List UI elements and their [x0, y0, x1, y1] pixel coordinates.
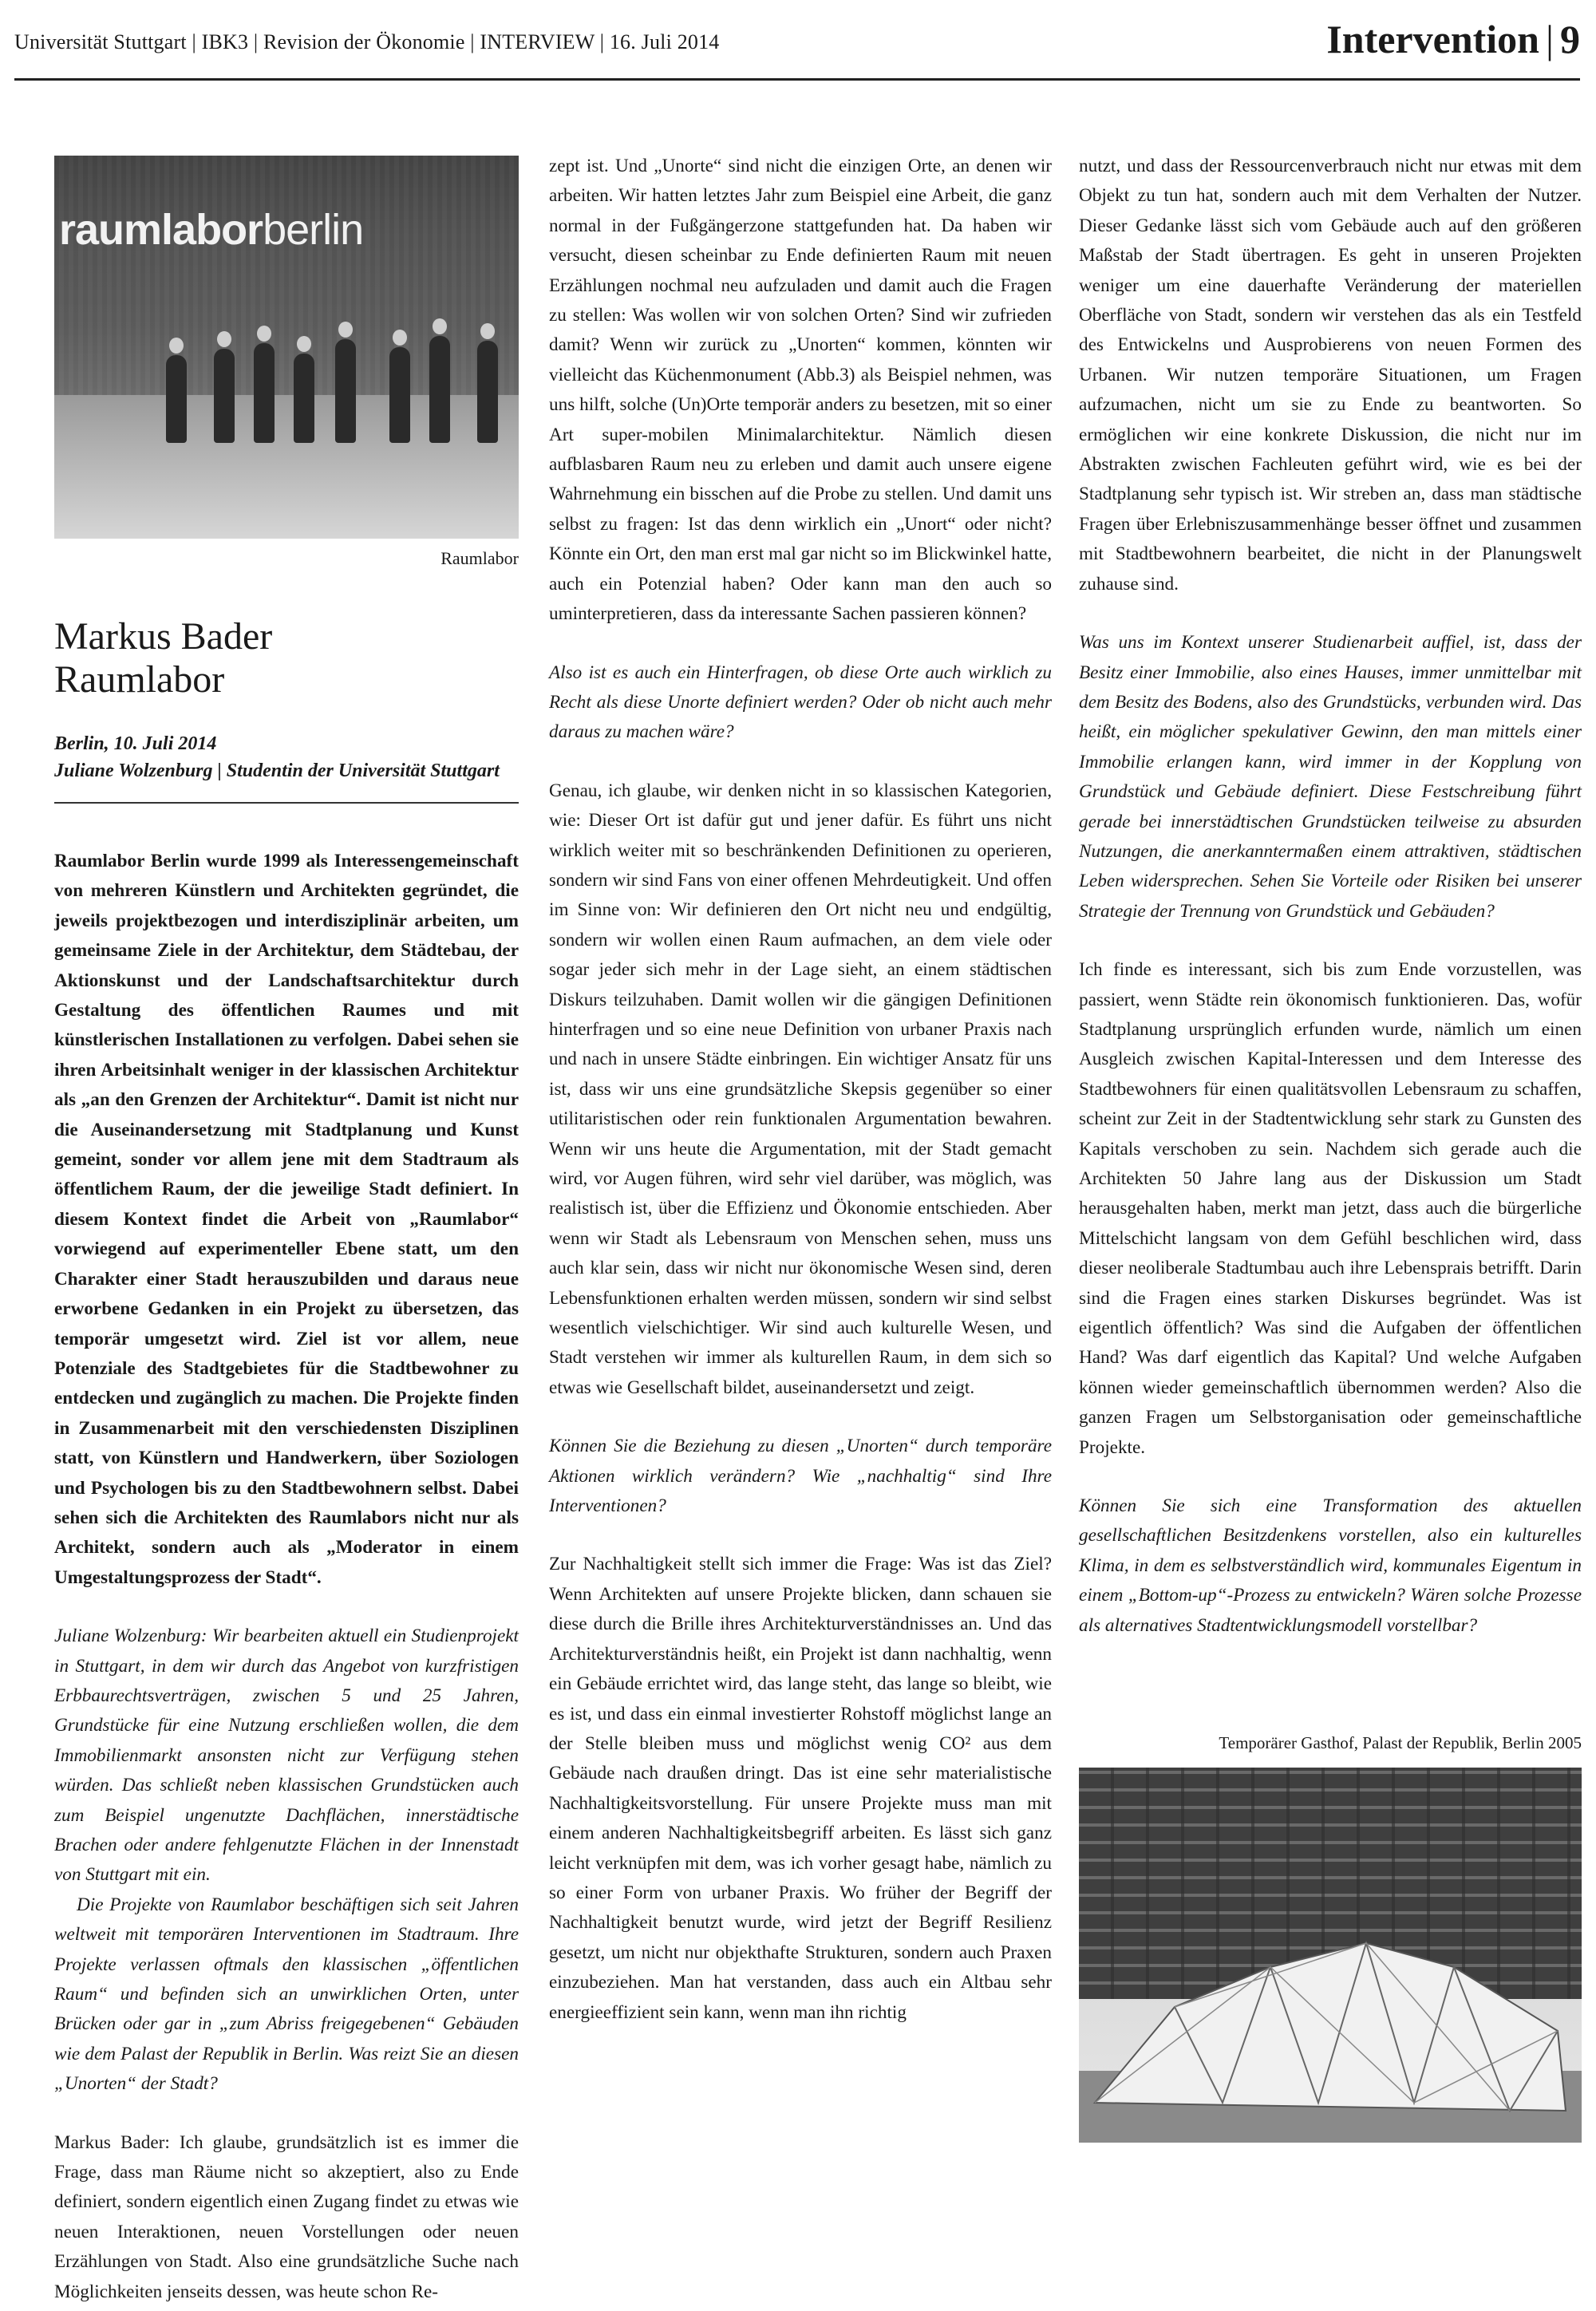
- column-3: [1079, 152, 1582, 2143]
- inflatable-structure-drawing: [1079, 1768, 1582, 2143]
- section-name: Intervention: [1326, 17, 1539, 61]
- question-paragraph: Was uns im Kontext unserer Studienarbeit auffiel, ist, dass der Besitz einer Immobilie, also eines Hauses, immer unmittelbar mit dem Besitz des Bodens, also des Grundstücks, verbunden wird. Das heißt, ein möglicher spekulativer Gewinn, den man mittels einer Immobilie erlangen kann, wird immer in der Kopplung von Grundstück und Gebäude definiert. Diese Festschreibung führt gerade bei innerstädtischen Grundstücken teilweise zu absurden Nutzungen, die anerkanntermaßen einem attraktiven, städtischen Leben widersprechen. Sehen Sie Vorteile oder Risiken bei unserer Strategie der Trennung von Grundstück und Gebäuden?: [1079, 632, 1582, 922]
- question-paragraph: Also ist es auch ein Hinterfragen, ob diese Orte auch wirklich zu Recht als diese Unorte definiert werden? Oder ob nicht auch mehr daraus zu machen wäre?: [549, 662, 1052, 743]
- raumlabor-group-photo: [54, 156, 519, 539]
- byline: Juliane Wolzenburg | Studentin der Universität Stuttgart: [54, 757, 519, 804]
- page-header: [14, 16, 1580, 81]
- question-paragraph: Können Sie sich eine Transformation des aktuellen gesellschaftlichen Besitzdenkens vorstellen, also ein kulturelles Klima, in dem es selbstverständlich wird, kommunales Eigentum in einem „Bottom-up“-Prozess zu entwickeln? Wären solche Prozesse als alternatives Stadtentwicklungsmodell vorstellbar?: [1079, 1495, 1582, 1636]
- place-date: Berlin, 10. Juli 2014: [54, 733, 217, 754]
- question-paragraph: Juliane Wolzenburg: Wir bearbeiten aktuell ein Studienprojekt in Stuttgart, in dem wir durch das Angebot von kurzfristigen Erbbaurechtsverträgen, zwischen 5 und 25 Jahren, Grundstücke für eine Nutzung erschließen wollen, die dem Immobilienmarkt ansonsten nicht zur Verfügung stehen würden. Das schließt neben klassischen Grundstücken auch zum Beispiel ungenutzte Dachflächen, innerstädtische Brachen oder andere fehlgenutzte Flächen in der Innenstadt von Stuttgart mit ein.: [54, 1626, 519, 1886]
- running-header: Universität Stuttgart | IBK3 | Revision der Ökonomie | INTERVIEW | 16. Juli 2014: [14, 30, 720, 53]
- answer-paragraph: Markus Bader: Ich glaube, grundsätzlich ist es immer die Frage, dass man Räume nicht so akzeptiert, also zu Ende definiert, sondern eigentlich einen Zugang findet zu etwas wie neuen Interaktionen, neuen Vorstellungen oder neuen Erzählungen von Stadt. Also eine grundsätzliche Suche nach Möglichkeiten jenseits dessen, was heute schon Re-: [54, 2131, 519, 2302]
- photo-caption: Temporärer Gasthof, Palast der Republik, Berlin 2005: [1219, 1733, 1582, 1753]
- person-figure: [254, 343, 275, 443]
- person-figure: [389, 347, 410, 443]
- answer-paragraph: Zur Nachhaltigkeit stellt sich immer die Frage: Was ist das Ziel? Wenn Architekten auf unsere Projekte blicken, dann schauen sie diese durch die Brille ihres Architekturverständnisses an. Und das Architekturverständnis heißt, ein Projekt ist dann nachhaltig, wenn ein Gebäude errichtet wird, das lange steht, das lange so bleibt, wie es ist, und dass ein einmal investierter Rohstoff möglichst lange an der Stelle bleiben muss und möglichst wenig CO² aus dem Gebäude nach draußen dringt. Das ist eine sehr materialistische Nachhaltigkeitsvorstellung. Für unsere Projekte muss man mit einem anderen Nachhaltigkeitsbegriff arbeiten. Es lässt sich ganz leicht verknüpfen mit dem, was ich vorher gesagt habe, nämlich zu so einer Form von urbaner Praxis. Wo früher der Begriff der Nachhaltigkeit benutzt wurde, wird jetzt der Begriff Resilienz gesetzt, um nicht nur objekthafte Strukturen, sondern auch Praxen einzubeziehen. Man hat verstanden, dass auch ein Altbau sehr energieeffizient sein kann, wenn man ihn richtig: [549, 1554, 1052, 2023]
- person-figure: [477, 341, 498, 443]
- person-figure: [214, 349, 235, 443]
- header-separator: |: [1545, 17, 1554, 61]
- person-figure: [335, 339, 356, 443]
- intro-paragraph: Raumlabor Berlin wurde 1999 als Interessengemeinschaft von mehreren Künstlern und Architekten gegründet, die jeweils projektbezogen und interdisziplinär arbeiten, um gemeinsame Ziele in der Architektur, dem Städtebau, der Aktionskunst und der Landschaftsarchitektur durch Gestaltung des öffentlichen Raumes und mit künstlerischen Installationen zu verfolgen. Dabei sehen sie ihren Arbeitsinhalt weniger in der klassischen Architektur als „an den Grenzen der Architektur“. Damit ist nicht nur die Auseinandersetzung mit Stadtplanung und Kunst gemeint, sonder vor allem jene mit dem Stadtraum als öffentlichem Raum, der die jeweilige Stadt definiert. In diesem Kontext findet die Arbeit von „Raumlabor“ vorwiegend auf experimenteller Ebene statt, um den Charakter einer Stadt herauszubilden und daraus neue erworbene Gedanken in ein Projekt zu übersetzen, das temporär umgesetzt wird. Ziel ist vor allem, neue Potenziale des Stadtgebietes für die Stadtbewohner zu entdecken und zugänglich zu machen. Die Projekte finden in Zusammenarbeit mit den verschiedensten Disziplinen statt, von Künstlern und Handwerkern, über Soziologen und Psychologen bis zu den Stadtbewohnern selbst. Dabei sehen sich die Architekten des Raumlabors nicht nur als Architekt, sondern auch als „Moderator in einem Umgestaltungsprozess der Stadt“.: [54, 851, 519, 1588]
- question-paragraph: Die Projekte von Raumlabor beschäftigen sich seit Jahren weltweit mit temporären Interventionen im Stadtraum. Ihre Projekte verlassen oftmals den klassischen „öffentlichen Raum“ und befinden sich an unwirklichen Orten, unter Brücken oder gar in „zum Abriss freigegebenen“ Gebäuden wie dem Palast der Republik in Berlin. Was reizt Sie an diesen „Unorten“ der Stadt?: [54, 1894, 519, 2095]
- column-1: [54, 156, 519, 2307]
- person-figure: [166, 355, 187, 443]
- question-paragraph: Können Sie die Beziehung zu diesen „Unorten“ durch temporäre Aktionen wirklich verändern? Wie „nachhaltig“ sind Ihre Interventionen?: [549, 1436, 1052, 1517]
- page-number: 9: [1560, 17, 1580, 61]
- photo-caption: Raumlabor: [440, 548, 519, 568]
- person-figure: [429, 336, 450, 443]
- raumlabor-logo: raumlaborberlin: [59, 206, 364, 254]
- temporary-guesthouse-photo: [1079, 1768, 1582, 2143]
- article-title: Markus Bader Raumlabor: [54, 615, 273, 701]
- column-2: [549, 152, 1052, 2028]
- answer-paragraph: Genau, ich glaube, wir denken nicht in so klassischen Kategorien, wie: Dieser Ort ist dafür gut und jener dafür. Es führt uns nicht wirklich weiter mit so beschränkenden Definitionen zu operieren, sondern wir sind Fans von einer offenen Mehrdeutigkeit. Und offen im Sinne von: Wir definieren den Ort nicht neu und endgültig, sondern wir wollen einen Raum aufmachen, an dem viele oder sogar jeder sich mehr in der Lage sieht, an einem städtischen Diskurs teilzuhaben. Damit wollen wir die gängigen Definitionen hinterfragen und so eine neue Definition von urbaner Praxis nach und nach in unsere Städte einbringen. Ein wichtiger Ansatz für uns ist, dass wir uns eine grundsätzliche Skepsis gegenüber so einer utilitaristischen oder rein funktionalen Argumentation bewahren. Wenn wir uns heute die Argumentation, mit der Stadt gemacht wird, vor Augen führen, wird sehr viel darüber, was möglich, was realistisch ist, über die Effizienz und Ökonomie entschieden. Aber wenn wir Stadt als Lebensraum von Menschen sehen, muss uns auch klar sein, dass wir nicht nur ökonomische Wesen sind, deren Lebensfunktionen erhalten werden müssen, sondern wir sind selbst wesentlich vielschichtiger. Wir sind auch kulturelle Wesen, und Stadt verstehen wir immer als kulturellen Raum, in dem sich so etwas wie Gesellschaft bildet, auseinandersetzt und zeigt.: [549, 780, 1052, 1398]
- answer-paragraph: nutzt, und dass der Ressourcenverbrauch nicht nur etwas mit dem Objekt zu tun hat, sondern auch mit dem Verhalten der Nutzer. Dieser Gedanke lässt sich vom Gebäude auch auf den größeren Maßstab der Stadt übertragen. Es geht in unseren Projekten weniger um eine dauerhafte Veränderung der materiellen Oberfläche von Stadt, sondern wir verstehen das als ein Testfeld des Entwickelns und Ausprobierens von neuen Formen des Urbanen. Wir nutzen temporäre Situationen, um Fragen aufzumachen, nicht um sie zu Ende zu beantworten. So ermöglichen wir eine konkrete Diskussion, die nicht nur im Abstrakten zwischen Fachleuten geführt wird, wie es bei der Stadtplanung sehr typisch ist. Wir streben an, dass man städtische Fragen über Erlebniszusammenhänge besser öffnet und zusammen mit Stadtbewohnern bearbeitet, die nicht in der Planungswelt zuhause sind.: [1079, 156, 1582, 595]
- answer-paragraph: Ich finde es interessant, sich bis zum Ende vorzustellen, was passiert, wenn Städte rein ökonomisch funktionieren. Das, wofür Stadtplanung ursprünglich erfunden wurde, nämlich um einen Ausgleich zwischen Kapital-Interessen und dem Interesse des Stadtbewohners für einen qualitätsvollen Lebensraum zu schaffen, scheint zur Zeit in der Stadtentwicklung sehr stark zu Gunsten des Kapitals verschoben zu sein. Nachdem sich gerade auch die Architekten 50 Jahre lang aus der Diskussion um Stadt herausgehalten haben, merkt man jetzt, dass auch die bürgerliche Mittelschicht langsam von dem Gefühl beschlichen wird, dass dieser neoliberale Stadtumbau auch ihre Lebensprais betrifft. Darin sind die Fragen eines starken Diskurses begründet. Was ist eigentlich öffentlich? Was sind die Aufgaben der öffentlichen Hand? Was darf eigentlich das Kapital? Und welche Aufgaben können wieder gemeinschaftlich übernommen werden? Also die ganzen Fragen um Selbstorganisation oder gemeinschaftliche Projekte.: [1079, 959, 1582, 1458]
- answer-paragraph: zept ist. Und „Unorte“ sind nicht die einzigen Orte, an denen wir arbeiten. Wir hatten letztes Jahr zum Beispiel eine Arbeit, die ganz normal in der Fußgängerzone stattgefunden hat. Da haben wir versucht, diesen scheinbar zu Ende definierten Raum mit neuen Erzählungen nochmal neu aufzuladen und damit auch die Fragen zu stellen: Was wollen wir von solchen Orten? Sind wir zufrieden damit? Wenn wir zurück zu „Unorten“ kommen, könnten wir vielleicht das Küchenmonument (Abb.3) als Beispiel nehmen, was uns hilft, solche (Un)Orte temporär anders zu besetzen, mit so einer Art super-mobilen Minimalarchitektur. Nämlich diesen aufblasbaren Raum neu zu erleben und damit auch unsere eigene Wahrnehmung ein bisschen auf die Probe zu stellen. Und damit uns selbst zu fragen: Ist das denn wirklich ein „Unort“ oder nicht? Könnte ein Ort, den man erst mal gar nicht so im Blickwinkel hatte, auch ein Potenzial haben? Oder kann man den auch so uminterpretieren, dass da interessante Sachen passieren können?: [549, 156, 1052, 625]
- person-figure: [294, 354, 314, 443]
- section-title: [1326, 16, 1580, 62]
